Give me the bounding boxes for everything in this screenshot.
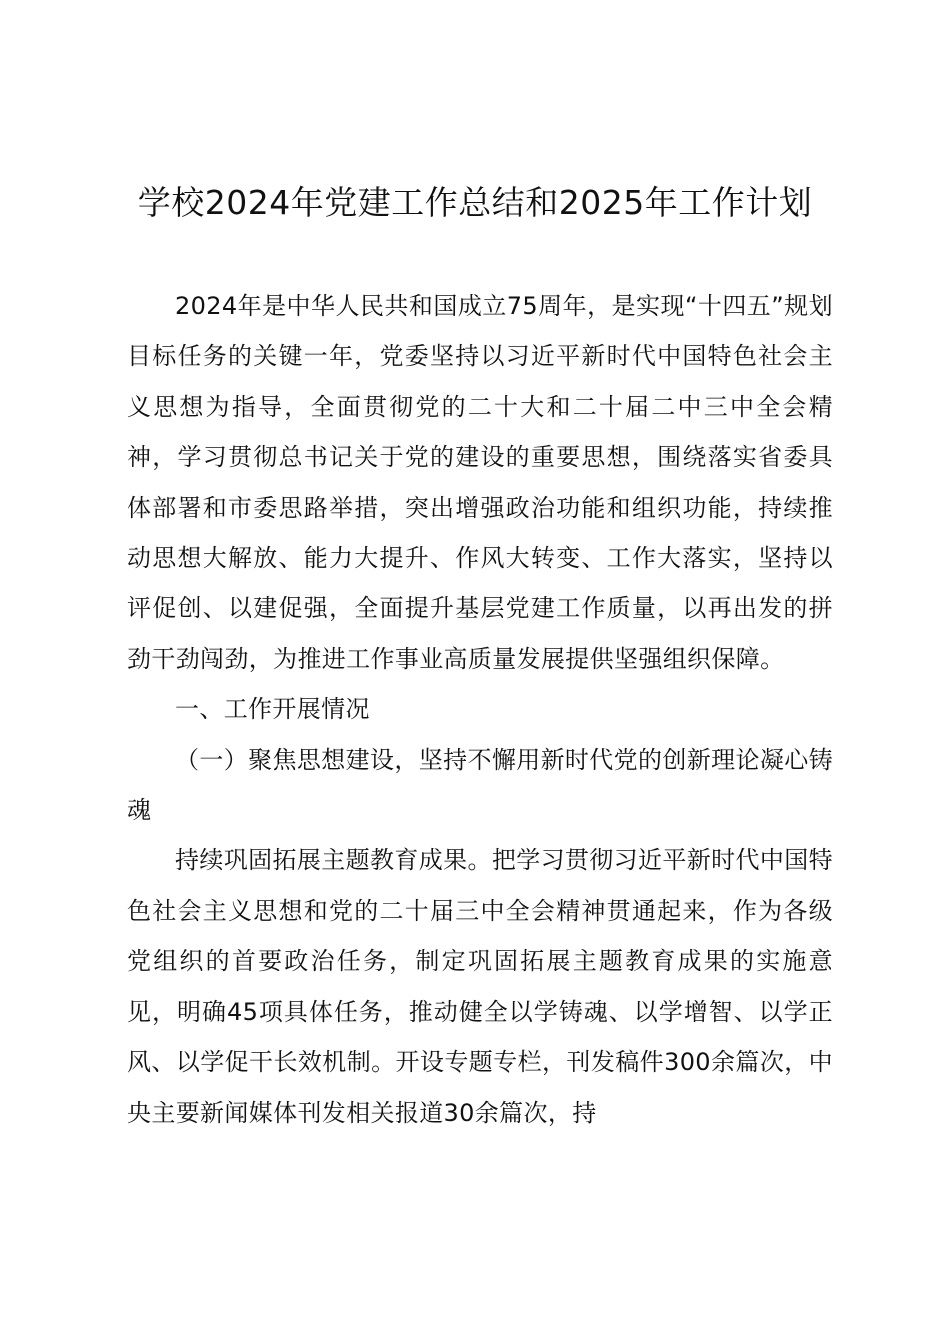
document-title: 学校2024年党建工作总结和2025年工作计划 (137, 183, 813, 222)
body-paragraph: 持续巩固拓展主题教育成果。把学习贯彻习近平新时代中国特色社会主义思想和党的二十届三中全会精神贯通起来，作为各级党组织的首要政治任务，制定巩固拓展主题教育成果的实施意见，明确45项具体任务，推动健全以学铸魂、以学增智、以学正风、以学促干长效机制。开设专题专栏，刊发稿件300余篇次，中央主要新闻媒体刊发相关报道30余篇次，持 (127, 846, 833, 1127)
intro-paragraph: 2024年是中华人民共和国成立75周年，是实现“十四五”规划目标任务的关键一年，党委坚持以习近平新时代中国特色社会主义思想为指导，全面贯彻党的二十大和二十届二中三中全会精神，学习贯彻总书记关于党的建设的重要思想，围绕落实省委具体部署和市委思路举措，突出增强政治功能和组织功能，持续推动思想大解放、能力大提升、作风大转变、工作大落实，坚持以评促创、以建促强，全面提升基层党建工作质量，以再出发的拼劲干劲闯劲，为推进工作事业高质量发展提供坚强组织保障。 (127, 292, 833, 673)
section-heading: 一、工作开展情况 (175, 695, 370, 724)
subsection-heading: （一）聚焦思想建设，坚持不懈用新时代党的创新理论凝心铸魂 (127, 745, 833, 825)
document-body (127, 281, 833, 1138)
